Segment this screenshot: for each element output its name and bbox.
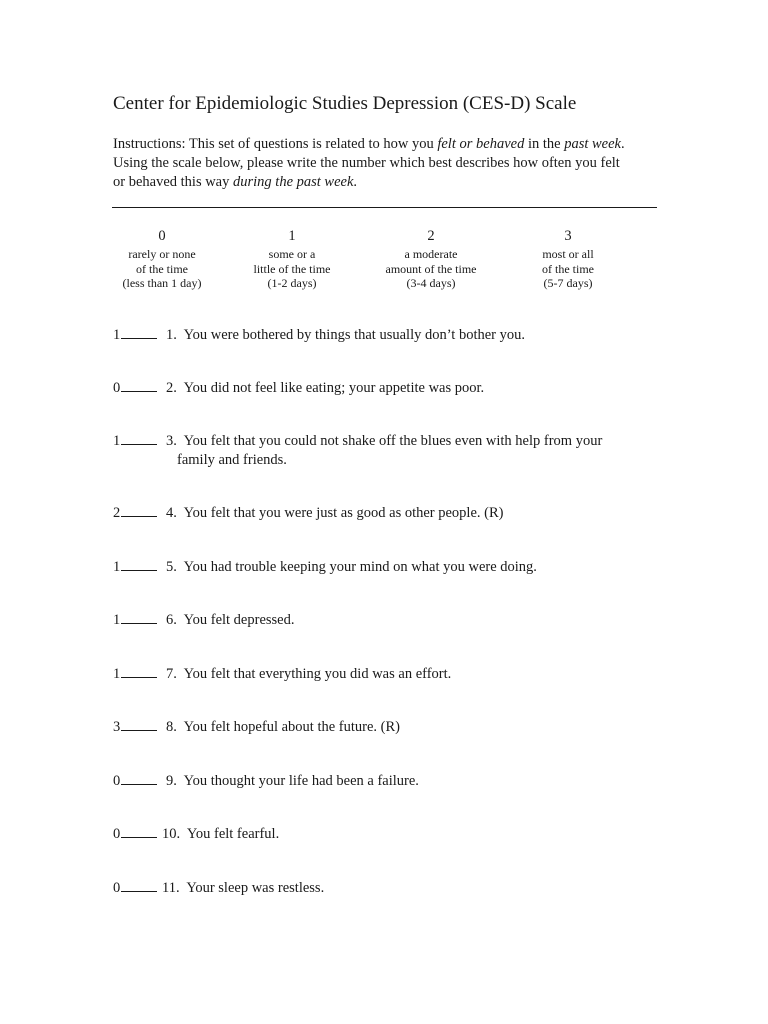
answer-value[interactable]: 1 <box>113 612 121 628</box>
question-item <box>113 504 503 523</box>
scale-option-2 <box>361 228 501 291</box>
question-text-block <box>166 326 525 345</box>
question-text: You did not feel like eating; your appetite was poor. <box>183 380 485 396</box>
answer-blank[interactable] <box>121 665 157 678</box>
answer-value[interactable]: 0 <box>113 773 121 789</box>
question-text: Your sleep was restless. <box>186 880 325 896</box>
question-text-block <box>166 772 419 791</box>
answer-blank[interactable] <box>121 825 157 838</box>
instructions-text: . <box>353 174 358 190</box>
question-number: 2. <box>166 380 177 396</box>
answer-blank[interactable] <box>121 504 157 517</box>
instructions-emphasis: past week <box>564 136 621 152</box>
question-text: You felt that you were just as good as other people. (R) <box>183 505 504 521</box>
scale-desc: some or a <box>268 247 316 261</box>
question-number: 8. <box>166 719 177 735</box>
instructions-line-1 <box>113 135 673 154</box>
answer-value[interactable]: 0 <box>113 826 121 842</box>
question-text-block <box>166 432 602 451</box>
question-item <box>113 718 400 737</box>
question-item <box>113 665 451 684</box>
instructions-line-2: Using the scale below, please write the number which best describes how often you felt <box>113 155 620 171</box>
instructions-emphasis: during the past week <box>233 174 354 190</box>
question-item <box>113 611 294 630</box>
question-text: You were bothered by things that usually don’t bother you. <box>183 327 525 343</box>
question-text-block <box>166 558 537 577</box>
scale-value: 2 <box>427 228 435 244</box>
scale-desc: most or all <box>542 247 594 261</box>
scale-option-1 <box>222 228 362 291</box>
scale-option-0 <box>92 228 232 291</box>
question-item <box>113 772 419 791</box>
question-number: 3. <box>166 433 177 449</box>
question-text-block <box>162 825 279 844</box>
question-text-continued: family and friends. <box>177 452 287 468</box>
question-text-block <box>162 879 324 898</box>
instructions-line-3 <box>113 173 673 192</box>
scale-desc: amount of the time <box>385 261 477 276</box>
question-item <box>113 879 324 898</box>
question-text: You felt depressed. <box>183 612 295 628</box>
question-number: 7. <box>166 666 177 682</box>
answer-value[interactable]: 1 <box>113 433 121 449</box>
question-number: 5. <box>166 559 177 575</box>
question-number: 1. <box>166 327 177 343</box>
question-text: You thought your life had been a failure. <box>183 773 419 789</box>
question-text-block <box>166 665 451 684</box>
question-number: 11. <box>162 880 180 896</box>
question-text: You felt hopeful about the future. (R) <box>183 719 400 735</box>
question-number: 6. <box>166 612 177 628</box>
scale-desc: little of the time <box>253 261 331 276</box>
answer-value[interactable]: 2 <box>113 505 121 521</box>
answer-value[interactable]: 3 <box>113 719 121 735</box>
scale-value: 3 <box>564 228 572 244</box>
scale-desc: (5-7 days) <box>543 276 593 290</box>
instructions-text: . <box>620 136 625 152</box>
answer-value[interactable]: 0 <box>113 380 121 396</box>
divider <box>112 207 657 208</box>
question-number: 10. <box>162 826 181 842</box>
question-text: You felt that you could not shake off the blues even with help from your <box>183 433 603 449</box>
answer-value[interactable]: 1 <box>113 559 121 575</box>
page-title: Center for Epidemiologic Studies Depression (CES-D) Scale <box>113 93 577 114</box>
scale-option-3 <box>498 228 638 291</box>
question-item <box>113 825 279 844</box>
instructions-text: in the <box>524 136 565 152</box>
answer-blank[interactable] <box>121 879 157 892</box>
scale-desc: rarely or none <box>128 247 196 261</box>
instructions <box>113 135 673 192</box>
answer-blank[interactable] <box>121 611 157 624</box>
scale-value: 0 <box>158 228 166 244</box>
instructions-text: Instructions: This set of questions is related to how you <box>113 136 438 152</box>
scale-desc: (3-4 days) <box>406 276 456 290</box>
question-text-block <box>166 611 294 630</box>
question-item <box>113 379 484 398</box>
instructions-emphasis: felt or behaved <box>437 136 525 152</box>
scale-value: 1 <box>288 228 296 244</box>
question-text-block <box>166 379 484 398</box>
answer-blank[interactable] <box>121 718 157 731</box>
scale-desc: of the time <box>136 261 188 276</box>
question-item <box>113 432 602 470</box>
scale-desc: (1-2 days) <box>267 276 317 290</box>
answer-blank[interactable] <box>121 432 157 445</box>
scale-desc: a moderate <box>404 247 458 261</box>
answer-value[interactable]: 1 <box>113 666 121 682</box>
answer-blank[interactable] <box>121 558 157 571</box>
question-text-block <box>166 504 503 523</box>
question-text: You felt fearful. <box>186 826 280 842</box>
question-text: You felt that everything you did was an effort. <box>183 666 452 682</box>
question-number: 4. <box>166 505 177 521</box>
scale-desc: of the time <box>542 261 594 276</box>
answer-blank[interactable] <box>121 772 157 785</box>
answer-value[interactable]: 1 <box>113 327 121 343</box>
question-item <box>113 326 525 345</box>
answer-blank[interactable] <box>121 379 157 392</box>
answer-value[interactable]: 0 <box>113 880 121 896</box>
question-text-block <box>166 718 400 737</box>
instructions-text: or behaved this way <box>113 174 233 190</box>
scale-desc: (less than 1 day) <box>122 276 202 290</box>
question-number: 9. <box>166 773 177 789</box>
question-text: You had trouble keeping your mind on what you were doing. <box>183 559 537 575</box>
question-item <box>113 558 537 577</box>
answer-blank[interactable] <box>121 326 157 339</box>
